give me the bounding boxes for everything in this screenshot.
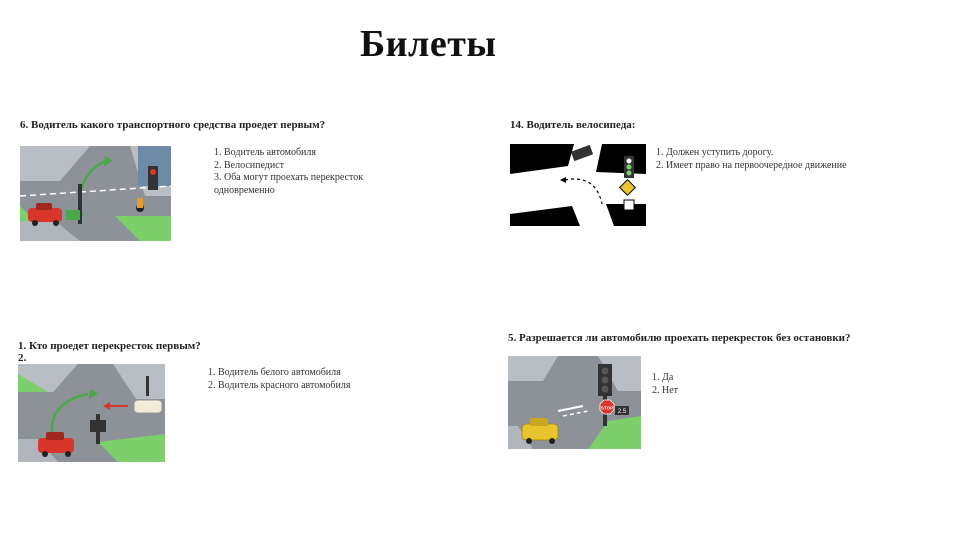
ticket-2-image bbox=[510, 144, 646, 226]
ticket-4-answers bbox=[652, 372, 678, 397]
ticket-1-image bbox=[20, 146, 171, 241]
ticket-3-answers bbox=[208, 367, 350, 392]
ticket-2-answers bbox=[656, 147, 847, 172]
ticket-3-image bbox=[18, 364, 165, 462]
ticket-4-question: 5. Разрешается ли автомобилю проехать перекресток без остановки? bbox=[508, 332, 851, 344]
answer-option[interactable]: 1. Водитель автомобиля bbox=[214, 147, 316, 158]
answer-option-continuation: одновременно bbox=[214, 184, 275, 196]
ticket-2-question: 14. Водитель велосипеда: bbox=[510, 119, 636, 131]
ticket-3-question-line2: 2. bbox=[18, 352, 27, 364]
answer-option[interactable]: 2. Велосипедист bbox=[214, 159, 285, 171]
answer-option[interactable]: 1. Да bbox=[652, 372, 674, 383]
ticket-1-question: 6. Водитель какого транспортного средства проедет первым? bbox=[20, 119, 326, 131]
answer-option[interactable]: 2. Нет bbox=[652, 384, 679, 396]
ticket-1-answers bbox=[214, 147, 363, 197]
page-title: Билеты bbox=[360, 23, 497, 65]
stop-sign-text: STOP bbox=[600, 405, 614, 411]
answer-option[interactable]: 1. Водитель белого автомобиля bbox=[208, 367, 341, 378]
answer-option[interactable]: 1. Должен уступить дорогу. bbox=[656, 147, 774, 158]
distance-plate-text: 2.5 bbox=[617, 409, 627, 415]
answer-option[interactable]: 2. Водитель красного автомобиля bbox=[208, 379, 351, 391]
ticket-3-question: 1. Кто проедет перекресток первым? bbox=[18, 340, 201, 352]
answer-option[interactable]: 2. Имеет право на первоочередное движение bbox=[656, 159, 847, 171]
answer-option[interactable]: 3. Оба могут проехать перекресток bbox=[214, 172, 364, 183]
ticket-4-image bbox=[508, 356, 641, 449]
